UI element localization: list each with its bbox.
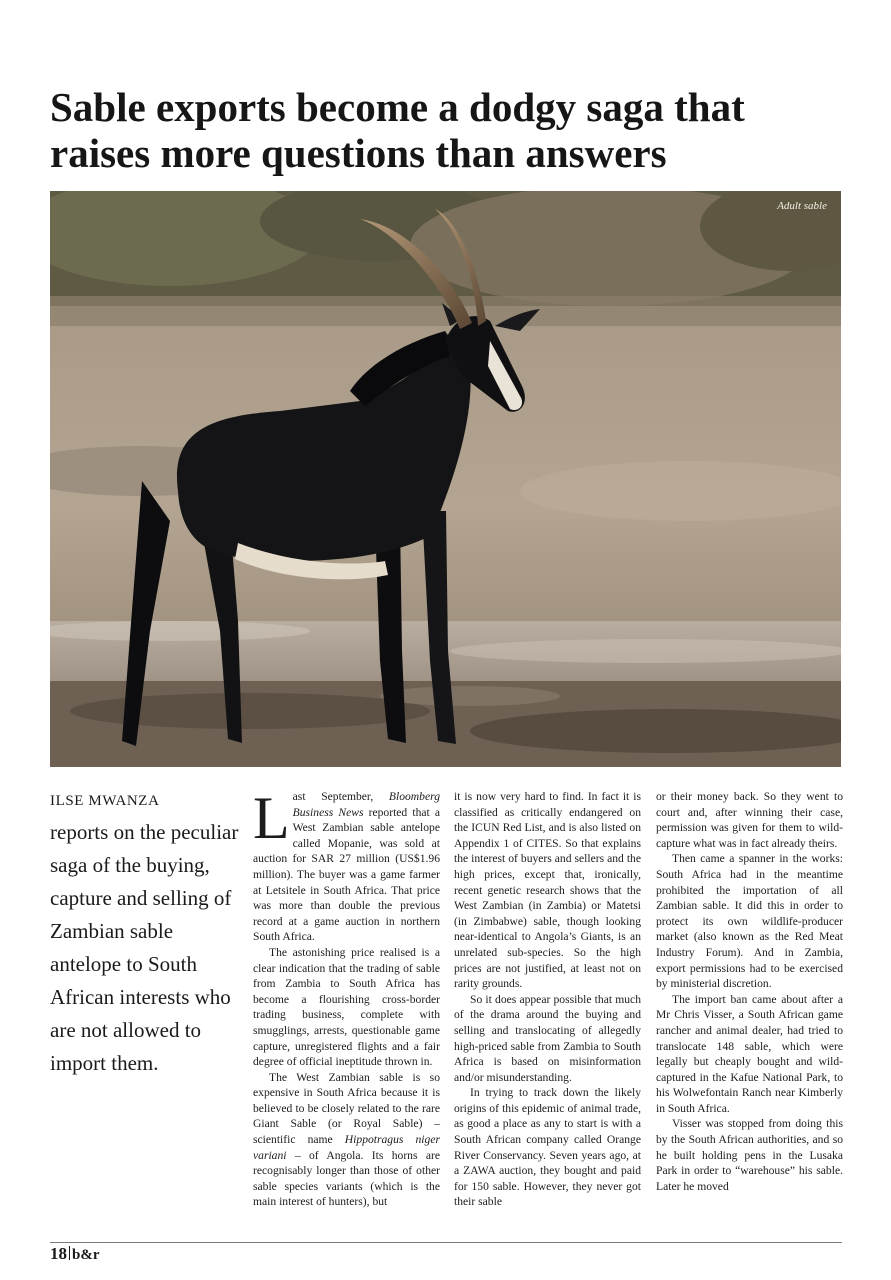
author-byline: ILSE MWANZA bbox=[50, 793, 160, 809]
body-column-3 bbox=[656, 789, 843, 1194]
drop-cap: L bbox=[253, 785, 290, 851]
page-folio bbox=[50, 1244, 100, 1264]
body-paragraph: Then came a spanner in the works: South Africa had in the meantime prohibited the importation of all Zambian sable. It did this in order to protect its own wildlife-producer market (also known as the Red Meat Industry Forum). And in Zambia, export permissions had to be exercised by ministerial discretion. bbox=[656, 852, 843, 991]
article-standfirst: reports on the peculiar saga of the buying, capture and selling of Zambian sable antelope to South African interests who are not allowed to import them. bbox=[50, 820, 239, 1075]
page-number: 18 bbox=[50, 1244, 67, 1263]
body-paragraph bbox=[253, 1070, 440, 1210]
sable-antelope-image bbox=[50, 191, 841, 767]
photo-caption: Adult sable bbox=[777, 200, 827, 212]
body-text: – of Angola. Its horns are recognisably longer than those of other sable species variants (which is the main interest of hunters), but bbox=[253, 1148, 440, 1209]
body-paragraph: it is now very hard to find. In fact it is classified as critically endangered on the ICUN Red List, and is also listed on Appendix 1 of CITES. So that explains the interest of buyers and sellers and the high prices, except that, ironically, recent genetic research shows that the West Zambian (in Zambia) or Matetsi (in Zimbabwe) sable, though looking near-identical to Angola’s Giants, is an unrelated sub-species. So the high prices are not justified, at least not on rarity grounds. bbox=[454, 790, 641, 991]
magazine-logo: b&r bbox=[72, 1247, 100, 1263]
article-headline: Sable exports become a dodgy saga that raises more questions than answers bbox=[50, 84, 745, 176]
body-paragraph: In trying to track down the likely origins of this epidemic of animal trade, as good a place as any to start is with a South African company called Orange River Conservancy. Seven years ago, at a ZAWA auction, they bought and paid for 150 sable. However, they never got their sable bbox=[454, 1086, 641, 1209]
body-paragraph bbox=[253, 785, 440, 945]
body-column-1 bbox=[253, 785, 440, 1210]
footer-rule bbox=[50, 1242, 842, 1243]
body-column-2 bbox=[454, 789, 641, 1210]
body-text: ast September, bbox=[292, 790, 389, 803]
body-paragraph: The import ban came about after a Mr Chris Visser, a South African game rancher and animal dealer, had tried to translocate 148 sable, which were legally but cheaply bought and wild-captured in the Kafue National Park, to his Wolwefontain Ranch near Kimberly in South Africa. bbox=[656, 992, 843, 1115]
body-text: reported that a West Zambian sable antelope called Mopanie, was sold at auction for SAR 27 million (US$1.96 million). The buyer was a game farmer at Letsitele in South Africa. That price was more than double the previous record at a game auction in northern South Africa. bbox=[253, 805, 440, 944]
publication-name: Bloomberg Business News bbox=[292, 790, 440, 819]
folio-divider bbox=[69, 1246, 70, 1260]
body-paragraph: or their money back. So they went to court and, after winning their case, permission was given for them to wild-capture what was in fact already theirs. bbox=[656, 790, 843, 850]
scientific-name: Hippotragus niger variani bbox=[253, 1133, 440, 1162]
sable-photo bbox=[50, 191, 841, 767]
body-text: The West Zambian sable is so expensive in South Africa because it is believed to be closely related to the rare Giant Sable (or Royal Sable) – scientific name bbox=[253, 1070, 440, 1147]
body-paragraph: The astonishing price realised is a clear indication that the trading of sable from Zambia to South Africa has become a flourishing cross-border trading business, complete with smugglings, arrests, questionable game capture, unregistered flights and a fair degree of official ineptitude thrown in. bbox=[253, 945, 440, 1069]
body-paragraph: So it does appear possible that much of the drama around the buying and selling and translocating of allegedly high-priced sable from Zambia to South Africa is based on misinformation and/or misunderstanding. bbox=[454, 992, 641, 1084]
body-paragraph: Visser was stopped from doing this by the South African authorities, and so he built holding pens in the Lusaka Park in order to “warehouse” his sable. Later he moved bbox=[656, 1117, 843, 1193]
